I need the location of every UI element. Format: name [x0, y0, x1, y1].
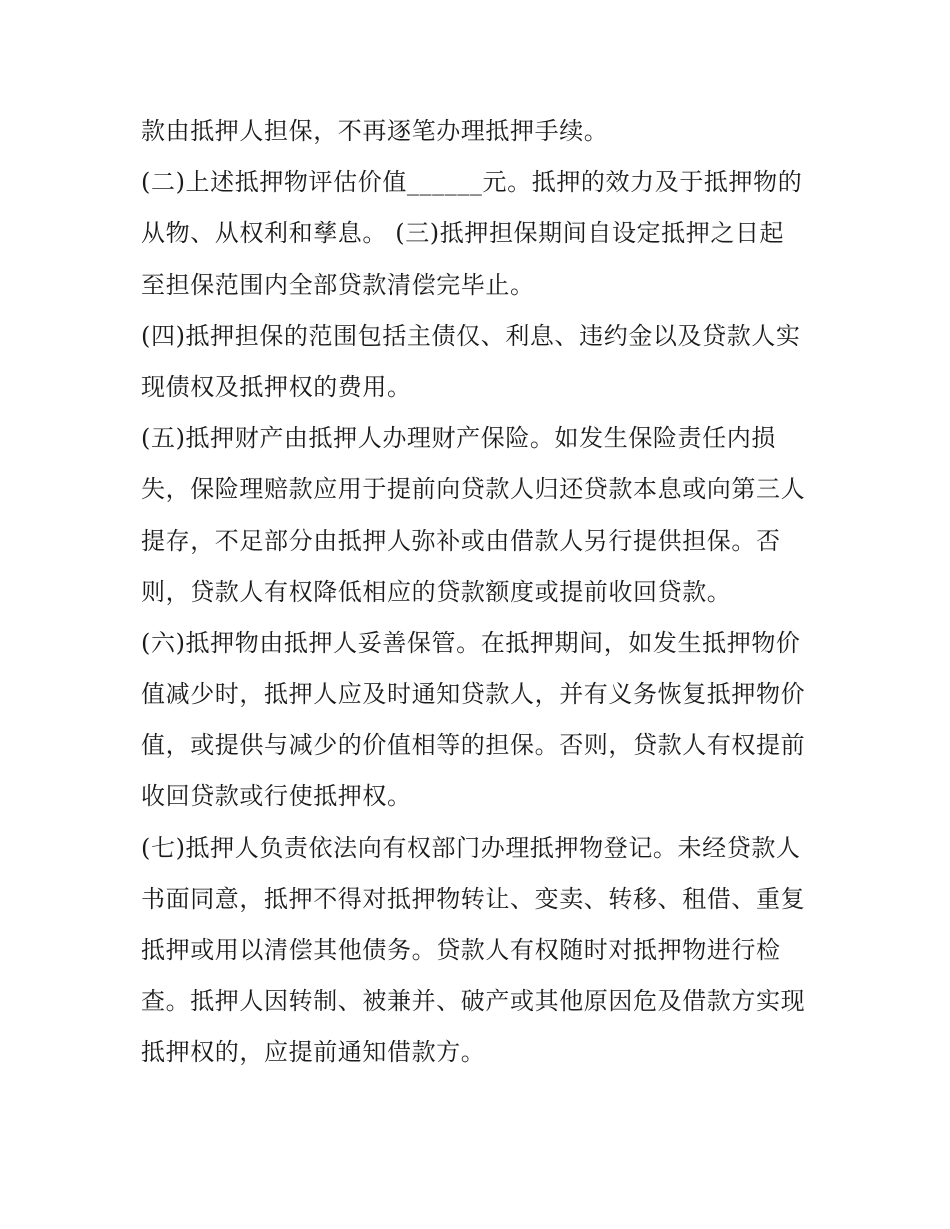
text-line: (四)抵押担保的范围包括主债仅、利息、违约金以及贷款人实: [141, 321, 801, 350]
text-line: (二)上述抵押物评估价值______元。抵押的效力及于抵押物的: [141, 168, 803, 197]
text-line: 抵押权的，应提前通知借款方。: [141, 1038, 486, 1067]
text-line: 查。抵押人因转制、被兼并、破产或其他原因危及借款方实现: [141, 987, 806, 1016]
text-line: 书面同意，抵押不得对抵押物转让、变卖、转移、租借、重复: [141, 884, 806, 913]
text-line: 值减少时，抵押人应及时通知贷款人，并有义务恢复抵押物价: [141, 680, 806, 709]
text-line: 值，或提供与减少的价值相等的担保。否则，贷款人有权提前: [141, 731, 806, 760]
text-line: 抵押或用以清偿其他债务。贷款人有权随时对抵押物进行检: [141, 936, 781, 964]
text-line: (七)抵押人负责依法向有权部门办理抵押物登记。未经贷款人: [141, 833, 801, 862]
text-line: 失，保险理赔款应用于提前向贷款人归还贷款本息或向第三人: [141, 475, 806, 504]
text-line: (五)抵押财产由抵押人办理财产保险。如发生保险责任内损: [141, 424, 776, 453]
text-line: 至担保范围内全部贷款清偿完毕止。: [141, 270, 535, 299]
text-line: 收回贷款或行使抵押权。: [141, 782, 412, 811]
text-line: 现债权及抵押权的费用。: [141, 372, 412, 401]
text-line: 则，贷款人有权降低相应的贷款额度或提前收回贷款。: [141, 577, 732, 606]
document-body: [141, 106, 821, 1079]
text-line: 提存，不足部分由抵押人弥补或由借款人另行提供担保。否: [141, 526, 781, 555]
text-line: 从物、从权利和孳息。 (三)抵押担保期间自设定抵押之日起: [141, 219, 785, 248]
text-line: (六)抵押物由抵押人妥善保管。在抵押期间，如发生抵押物价: [141, 628, 801, 657]
text-line: 款由抵押人担保，不再逐笔办理抵押手续。: [141, 117, 609, 145]
